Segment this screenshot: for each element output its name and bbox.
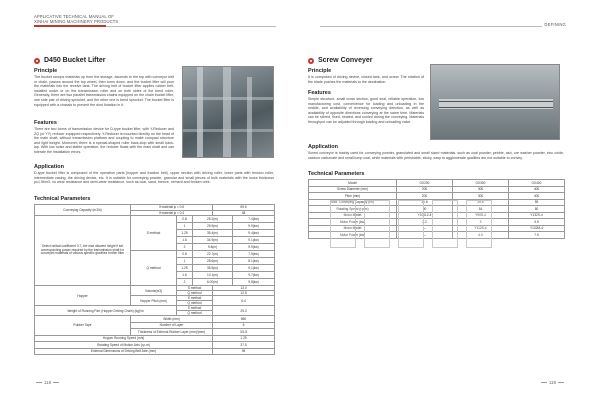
table-cell: 13.0 [213, 286, 275, 291]
table-cell: 28.6(m) [193, 258, 233, 265]
table-cell: Y112S-4 [453, 225, 509, 232]
bucket-lifter-params-table [34, 204, 275, 355]
table-cell: 9.1(kw) [233, 237, 275, 244]
page-number-text: 118 [44, 380, 52, 385]
table-cell: 0.8 [177, 216, 193, 223]
table-cell: Width (mm) [131, 316, 213, 323]
table-cell: 10.8 [397, 199, 453, 206]
table-cell: 1.25 [213, 335, 275, 342]
table-cell: 37.5 [213, 342, 275, 349]
table-cell: 25.6 [453, 199, 509, 206]
table-row [35, 348, 275, 355]
table-cell: 9.4(kw) [233, 230, 275, 237]
running-header-right: DEFINING [544, 22, 566, 27]
table-cell: Y90S-4 [453, 212, 509, 219]
table-cell: 9.1(kw) [233, 265, 275, 272]
table-cell: S method [177, 306, 213, 311]
table-cell: S method [177, 296, 213, 301]
weight-label: Weight of Running Part (Hopper Driving Chain) (kg)/m [35, 306, 177, 316]
table-cell: 12.5 [213, 291, 275, 296]
bullet-icon [34, 58, 40, 64]
height-group-label: Select helical coefficient 0.7, the max allowed height if set corresponding power required by the transmission shaft for conveyed materials of various specific gravities further filter [35, 216, 131, 286]
section-title [308, 57, 372, 64]
table-cell: 35.5(m) [193, 265, 233, 272]
filling-value-1: 69.5 [213, 205, 275, 211]
table-cell: Q method [177, 311, 213, 316]
table-cell: 200 [397, 186, 453, 193]
s-method-label: S method [131, 216, 177, 251]
page-number-left [34, 380, 61, 385]
table-cell: Rotating Speed of Motion Axis (r.p.m) [35, 342, 213, 349]
volume-label: Volume(m3) [131, 286, 177, 296]
table-cell: 400 [509, 193, 565, 200]
table-header-cell: GX300 [453, 180, 509, 187]
screw-conveyer-photo [430, 64, 560, 140]
table-header-cell: GX200 [397, 180, 453, 187]
table-cell: Q method [177, 291, 213, 296]
table-cell: — [397, 232, 453, 239]
application-text: D-type bucket lifter is composed of the operation parts (hopper and traction belt), upper section with driving roller, lower parts with tension roller, intermediate casing, the driving device, etc. It is suitable for conveying powder, granular and small pieces of bulk materials with the loose thickness ρ≤1.5t/m3, no wear resistance and semi-wear resistance, such as coal, sand, breeze, cement and broken ores. [34, 171, 274, 185]
watermark-box [432, 200, 458, 248]
header-accent-bar [34, 25, 106, 27]
filling-label-2: If material φ = 0.4 [131, 210, 213, 216]
application-text: Screw conveyor is mainly used for conveying powder, granulated and small sized materials, such as coal powder, pebble, ash, ore washer powder, zinc oxide, calcium carbonate and small lump coal, while materials with perishable, sticky, easy to agglomerate qualities are not suitable to convey. [308, 151, 564, 160]
table-cell: 1.6 [177, 272, 193, 279]
table-cell: 25.3 [213, 306, 275, 316]
page-number-right [539, 380, 566, 385]
table-cell: 6 [213, 322, 275, 329]
table-cell: 1.25 [177, 230, 193, 237]
table-cell: 4.0 [453, 232, 509, 239]
table-cell: 9.9(kw) [233, 223, 275, 230]
principle-text: The bucket scoops materials up from the storage, ascends to the top with conveyor belt or chain, passes around the top wheel, then turns down, and the bucket lifter will pour the materials into the receive tank. The driving belt of bucket lifter applies rubber belt, installed under or on the transmission roller and on both sides of the bend roller. Generally, there are two parallel transmission chains equipped on the chain bucket lifter, one side pair of driving sprocket, and the other one is bend sprocket. The bucket lifter is equipped with a chassis to prevent the dust flotation in it. [34, 75, 174, 107]
table-cell: 9.7(kw) [233, 272, 275, 279]
table-cell: 35.4(m) [193, 230, 233, 237]
table-cell: 29.9(m) [193, 223, 233, 230]
table-cell: 1 [177, 258, 193, 265]
table-cell: 8.1(kw) [233, 258, 275, 265]
principle-text: It is composed of driving device, closed tank, and screw. The rotation of the blade pushes the materials to the destination. [308, 75, 424, 84]
section-title [34, 57, 105, 64]
header-rule [320, 26, 542, 27]
table-cell: 200 [397, 193, 453, 200]
table-cell: 0.8 [177, 251, 193, 258]
table-cell: 6.4 [213, 296, 275, 306]
watermark-box [466, 200, 492, 248]
table-cell: Motor Model [309, 225, 397, 232]
page-number-text: 119 [548, 380, 556, 385]
table-cell: 1.25 [177, 265, 193, 272]
table-cell: 7.4(kw) [233, 216, 275, 223]
table-cell: 2.2 [397, 219, 453, 226]
table-cell: 9.8(m) [193, 244, 233, 251]
table-cell: 3 [453, 219, 509, 226]
table-cell: Motor Model [309, 212, 397, 219]
table-cell: — [397, 225, 453, 232]
capacity-label: Conveying Capacity (m3/h) [35, 205, 131, 216]
table-cell: 3/1.5 [213, 329, 275, 336]
features-text: There are two forms of transmission device for D-type bucket lifter, with Y-Reducer and ZQ (or YY) reducer equipped respectively. Y-Reducer is mounted directly on the head of the main shaft, without transmission platform and coupling to make compact structure and light weight. Moreover, there is a special-shaped roller back-stop with small back-lap. With low noise and stable operation, the reducer floats with the main shaft and can tolerate the installation errors. [34, 127, 174, 154]
table-cell: 5.5 [509, 219, 565, 226]
table-cell: Hopper Running Speed (m/s) [35, 335, 213, 342]
table-cell: 1.6 [177, 237, 193, 244]
application-heading: Application [34, 164, 64, 170]
filling-value-2: 48 [213, 210, 275, 216]
principle-heading: Principle [34, 68, 58, 74]
table-header-cell: Model [309, 180, 397, 187]
section-title-text: Screw Conveyer [318, 57, 373, 64]
table-row [35, 216, 275, 223]
watermark-box [398, 200, 424, 248]
table-cell: 6.00(m) [193, 279, 233, 286]
tech-params-heading: Technical Parameters [34, 196, 91, 202]
principle-heading: Principle [308, 68, 332, 74]
table-cell: 95 [213, 348, 275, 355]
header-line-1: APPLICATIVE TECHNICAL MANUAL OF [34, 14, 114, 19]
features-text: Simple structure, small cross section, good seal, reliable operation, low manufacturing cost, convenience for loading and unloading in the middle, and availability of reversing conveying direction, as well as availability of opposite directions conveying at the same time. Materials can be stirred, fixed, heated, and cooled during the conveying. Materials throughput can be adjusted through loading and unloading valve. [308, 97, 424, 124]
table-cell: 1 [177, 223, 193, 230]
header-rule [106, 26, 276, 27]
table-cell: Y132S-4 [509, 212, 565, 219]
table-cell: 560 [213, 316, 275, 323]
table-cell: Y100L2-4 [397, 212, 453, 219]
table-cell: 300 [453, 193, 509, 200]
hopper-label: Hopper [35, 286, 131, 306]
table-cell: Rotating Speed (r.p.m) [309, 206, 397, 213]
rubber-tape-label: Rubber Tape [35, 316, 131, 336]
bucket-lifter-photo [182, 66, 274, 158]
features-heading: Features [308, 90, 331, 96]
pitch-label: Hopper Pitch (mm) [131, 296, 177, 306]
table-cell: 300 [453, 186, 509, 193]
tech-params-heading: Technical Parameters [308, 171, 365, 177]
watermark-box [364, 200, 390, 248]
table-cell: Thickness of External Rubber Layer (mm)/(mm) [131, 329, 213, 336]
table-cell: 34.9(m) [193, 237, 233, 244]
section-title-text: D450 Bucket Lifter [44, 57, 106, 64]
table-cell: 7.5(kw) [233, 251, 275, 258]
table-cell: 2 [177, 244, 193, 251]
features-heading: Features [34, 120, 57, 126]
table-cell: 25.2(m) [193, 216, 233, 223]
table-cell: 13.1(m) [193, 272, 233, 279]
filling-label-1: If material φ = 0.6 [131, 205, 213, 211]
table-cell: 80 [509, 206, 565, 213]
table-cell: Q method [177, 301, 213, 306]
table-cell: External Dimensions of Driving Belt Axle (mm) [35, 348, 213, 355]
watermark-box [330, 200, 356, 248]
table-cell: 55 [509, 199, 565, 206]
bullet-icon [308, 58, 314, 64]
table-cell: Max. Conveying Capacity (t/h) [309, 199, 397, 206]
running-header [34, 14, 118, 24]
table-cell: Y132M-4 [509, 225, 565, 232]
table-cell: Pitch (mm) [309, 193, 397, 200]
table-cell: Screw Diameter (mm) [309, 186, 397, 193]
table-cell: S method [177, 286, 213, 291]
table-cell: 9.9(kw) [233, 244, 275, 251]
table-cell: 7.5 [509, 232, 565, 239]
table-cell: 84 [453, 206, 509, 213]
table-cell: 2 [177, 279, 193, 286]
table-header-cell: GX400 [509, 180, 565, 187]
table-cell: 400 [509, 186, 565, 193]
table-cell: 22.7(m) [193, 251, 233, 258]
application-heading: Application [308, 144, 338, 150]
table-cell: 9.8(kw) [233, 279, 275, 286]
table-cell: 90 [397, 206, 453, 213]
header-line-2: XINHAI MINING MACHINERY PRODUCTS [34, 19, 119, 25]
table-cell: Motor Power (kw) [309, 219, 397, 226]
table-cell: Motor Power (kw) [309, 232, 397, 239]
q-method-label: Q method [131, 251, 177, 286]
table-row [35, 306, 275, 311]
table-cell: Number of Layer [131, 322, 213, 329]
